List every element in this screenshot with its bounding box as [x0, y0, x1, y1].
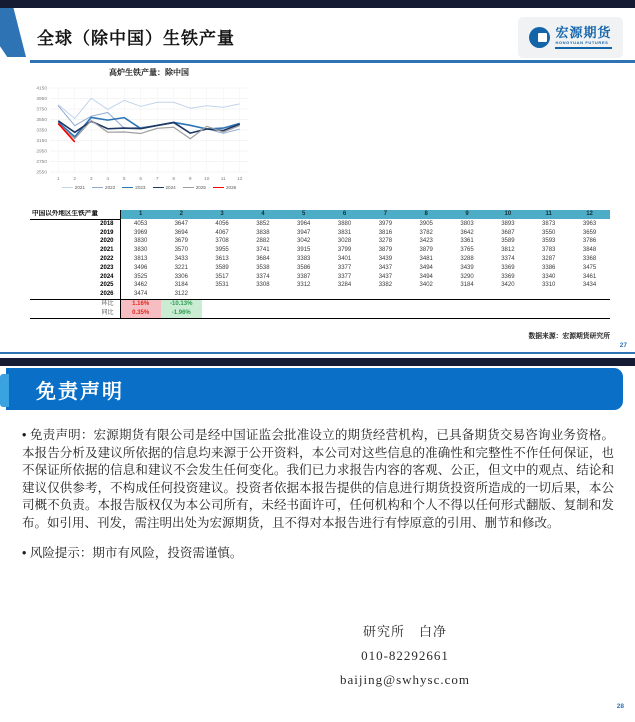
- legend-item-2026: [213, 185, 236, 190]
- pig-iron-chart: [30, 67, 280, 195]
- legend-swatch-icon: [213, 187, 224, 189]
- table-cell: 3306: [174, 273, 188, 280]
- table-cell: 3310: [542, 282, 556, 289]
- table-cell: 3659: [582, 229, 597, 236]
- brand-logo: [518, 17, 623, 58]
- table-cell: 3287: [542, 255, 556, 262]
- chart-canvas: [30, 80, 280, 184]
- table-cell: 3284: [337, 282, 352, 289]
- table-cell: 3799: [337, 247, 352, 254]
- table-cell: 3474: [120, 290, 161, 299]
- table-cell: 3708: [215, 238, 229, 245]
- svg-text:10: 10: [204, 177, 210, 182]
- table-cell: 3765: [460, 247, 474, 254]
- row-year-label: 2023: [30, 264, 120, 273]
- column-header-7: 7: [365, 210, 406, 219]
- table-cell: 3481: [419, 255, 433, 262]
- table-cell: 3838: [256, 229, 270, 236]
- logo-company-name: 宏源期货: [555, 25, 612, 40]
- table-cell: 3439: [460, 264, 474, 271]
- page-number-28: 28: [616, 703, 624, 710]
- legend-label: 2026: [225, 185, 237, 190]
- svg-text:7: 7: [155, 177, 159, 182]
- legend-item-2022: [92, 185, 115, 190]
- table-cell: 3694: [174, 229, 188, 236]
- legend-swatch-icon: [62, 187, 73, 189]
- table-cell: 3803: [460, 220, 474, 227]
- table-cell: 3437: [378, 273, 393, 280]
- svg-text:2550: 2550: [36, 170, 47, 176]
- table-cell: 3955: [215, 247, 229, 254]
- table-cell: [487, 290, 528, 299]
- table-cell: 3496: [133, 264, 148, 271]
- svg-text:12: 12: [237, 177, 243, 182]
- table-cell: [569, 299, 610, 308]
- table-cell: 3439: [378, 255, 393, 262]
- legend-item-2023: [122, 185, 145, 190]
- table-cell: 3377: [337, 264, 352, 271]
- table-cell: 3184: [460, 282, 474, 289]
- table-cell: 3589: [215, 264, 229, 271]
- table-cell: 3905: [419, 220, 433, 227]
- table-cell: [528, 309, 569, 318]
- email-address: baijing@swhysc.com: [340, 672, 470, 687]
- table-cell: 3893: [501, 220, 515, 227]
- column-header-2: 2: [161, 210, 202, 219]
- table-cell: 3947: [297, 229, 311, 236]
- row-year-label: 2025: [30, 281, 120, 290]
- table-cell: 3382: [378, 282, 393, 289]
- table-cell: [283, 290, 324, 299]
- table-cell: 3278: [378, 238, 393, 245]
- table-cell: 4056: [215, 220, 229, 227]
- table-cell: 3550: [542, 229, 556, 236]
- ratio-cell: -10.13%: [161, 299, 202, 308]
- table-cell: 3786: [582, 238, 597, 245]
- table-cell: 3593: [542, 238, 556, 245]
- table-cell: [487, 299, 528, 308]
- header-accent-shape: [0, 8, 26, 57]
- table-cell: [324, 309, 365, 318]
- table-cell: 3369: [501, 264, 515, 271]
- table-cell: 4053: [133, 220, 148, 227]
- table-cell: [202, 290, 243, 299]
- table-cell: 3830: [133, 238, 148, 245]
- table-cell: 3184: [174, 282, 188, 289]
- table-cell: [365, 309, 406, 318]
- table-cell: 3812: [501, 247, 515, 254]
- table-cell: 3741: [256, 247, 270, 254]
- legend-swatch-icon: [153, 187, 164, 189]
- table-cell: [283, 299, 324, 308]
- table-cell: 3377: [337, 273, 352, 280]
- table-cell: 3386: [542, 264, 556, 271]
- researcher-name: 研究所 白净: [362, 624, 447, 639]
- banner-left-accent: [0, 374, 9, 407]
- table-cell: [569, 290, 610, 299]
- column-header-3: 3: [202, 210, 243, 219]
- table-cell: 3387: [297, 273, 311, 280]
- ratio-cell: 1.16%: [120, 299, 161, 308]
- table-cell: 3288: [460, 255, 474, 262]
- table-cell: 3647: [174, 220, 188, 227]
- table-cell: 3420: [501, 282, 515, 289]
- ratio-cell: 0.35%: [120, 309, 161, 318]
- table-cell: [242, 309, 283, 318]
- table-cell: 3290: [460, 273, 474, 280]
- table-cell: [487, 309, 528, 318]
- legend-item-2024: [153, 185, 176, 190]
- table-cell: 3042: [297, 238, 311, 245]
- table-cell: 3687: [501, 229, 515, 236]
- column-header-11: 11: [528, 210, 569, 219]
- svg-text:2950: 2950: [36, 149, 47, 155]
- table-cell: 3589: [501, 238, 515, 245]
- table-cell: 3642: [460, 229, 474, 236]
- table-cell: 3831: [337, 229, 352, 236]
- column-header-5: 5: [283, 210, 324, 219]
- table-title: 中国以外地区生铁产量: [30, 210, 120, 219]
- disclaimer-body: [22, 427, 614, 574]
- table-cell: 3783: [542, 247, 556, 254]
- legend-item-2021: [62, 185, 85, 190]
- table-cell: 3782: [419, 229, 433, 236]
- table-cell: 3369: [501, 273, 515, 280]
- table-cell: 3586: [297, 264, 311, 271]
- svg-text:2: 2: [73, 177, 77, 182]
- table-cell: [528, 290, 569, 299]
- table-cell: 3028: [337, 238, 352, 245]
- table-cell: [406, 290, 447, 299]
- table-cell: 3613: [215, 255, 229, 262]
- disclaimer-paragraph-1: • 免责声明：宏源期货有限公司是经中国证监会批准设立的期货经营机构，已具备期货交易咨询业务资格。本报告分析及建议所依据的信息均来源于公开资料，本公司对这些信息的准确性和完整性不作任何保证，也不保证所依据的信息和建议不会发生任何变化。我们已力求报告内容的客观、公正，但文中的观点、结论和建议仅供参考，不构成任何投资建议。投资者依据本报告提供的信息进行期货投资所造成的一切后果，本公司概不负责。本报告版权仅为本公司所有，未经书面许可，任何机构和个人不得以任何形式翻版、复制和发布。如引用、刊发，需注明出处为宏源期货，且不得对本报告进行有悖原意的引用、删节和修改。: [22, 428, 614, 530]
- table-cell: 3813: [133, 255, 148, 262]
- disclaimer-paragraph-2: • 风险提示：期市有风险，投资需谨慎。: [22, 545, 243, 560]
- svg-text:3350: 3350: [36, 128, 47, 134]
- table-cell: [447, 299, 488, 308]
- table-cell: 3915: [297, 247, 311, 254]
- legend-swatch-icon: [183, 187, 194, 189]
- legend-item-2025: [183, 185, 206, 190]
- column-header-8: 8: [406, 210, 447, 219]
- table-cell: 3852: [256, 220, 270, 227]
- production-table: [30, 210, 610, 319]
- row-year-label: 2026: [30, 290, 120, 299]
- legend-label: 2025: [195, 185, 206, 190]
- table-cell: [447, 290, 488, 299]
- page-number-27: 27: [619, 342, 627, 349]
- legend-label: 2021: [74, 185, 86, 190]
- table-cell: [406, 309, 447, 318]
- phone-number: 010-82292661: [361, 648, 449, 663]
- svg-text:2750: 2750: [36, 160, 47, 166]
- svg-text:6: 6: [139, 177, 143, 182]
- svg-text:3150: 3150: [36, 139, 47, 145]
- table-cell: 3462: [133, 282, 148, 289]
- table-cell: [406, 299, 447, 308]
- legend-label: 2023: [135, 185, 146, 190]
- table-cell: 3340: [542, 273, 556, 280]
- table-cell: 3531: [215, 282, 229, 289]
- table-cell: [528, 299, 569, 308]
- slide2-top-bar: [0, 358, 635, 366]
- table-cell: 3517: [215, 273, 229, 280]
- table-cell: 3308: [256, 282, 270, 289]
- table-cell: 3221: [174, 264, 188, 271]
- table-cell: [242, 299, 283, 308]
- table-cell: 3880: [337, 220, 352, 227]
- legend-swatch-icon: [92, 187, 103, 189]
- table-cell: 3461: [582, 273, 597, 280]
- svg-text:4: 4: [106, 177, 110, 182]
- column-header-1: 1: [120, 210, 161, 219]
- table-cell: 3816: [378, 229, 393, 236]
- row-year-label: 2020: [30, 237, 120, 246]
- svg-text:1: 1: [56, 177, 60, 182]
- table-cell: 3122: [161, 290, 202, 299]
- table-cell: 3570: [174, 247, 188, 254]
- column-header-6: 6: [324, 210, 365, 219]
- row-ratio-label: 同比: [30, 309, 120, 318]
- table-cell: 3979: [378, 220, 393, 227]
- table-cell: [324, 290, 365, 299]
- table-cell: 4067: [215, 229, 229, 236]
- table-cell: 3423: [419, 238, 433, 245]
- svg-text:4150: 4150: [36, 86, 47, 92]
- table-cell: [365, 299, 406, 308]
- svg-text:8: 8: [172, 177, 176, 182]
- table-cell: 3475: [582, 264, 597, 271]
- column-header-4: 4: [242, 210, 283, 219]
- table-cell: [447, 309, 488, 318]
- table-cell: [324, 299, 365, 308]
- table-cell: 3494: [419, 264, 433, 271]
- slide1-top-bar: [0, 0, 635, 8]
- row-year-label: 2021: [30, 246, 120, 255]
- svg-text:11: 11: [220, 177, 226, 182]
- row-year-label: 2024: [30, 273, 120, 282]
- table-cell: 3374: [501, 255, 515, 262]
- table-cell: [202, 309, 243, 318]
- table-cell: 3401: [337, 255, 352, 262]
- table-cell: 3361: [460, 238, 474, 245]
- svg-text:3750: 3750: [36, 107, 47, 113]
- table-cell: 3437: [378, 264, 393, 271]
- contact-block: [275, 620, 535, 692]
- table-cell: 3525: [133, 273, 148, 280]
- chart-legend: [30, 185, 268, 190]
- table-cell: 3848: [582, 247, 597, 254]
- logo-text: [555, 26, 611, 49]
- legend-swatch-icon: [122, 187, 133, 189]
- ratio-cell: -1.96%: [161, 309, 202, 318]
- disclaimer-banner: [6, 368, 623, 410]
- table-cell: 3383: [297, 255, 311, 262]
- header-rule: [30, 60, 635, 63]
- table-cell: 3434: [582, 282, 597, 289]
- table-cell: 3879: [419, 247, 433, 254]
- slide1-bottom-rule: [0, 352, 635, 354]
- table-cell: 3873: [542, 220, 556, 227]
- data-source-note: 数据来源：宏源期货研究所: [528, 333, 610, 340]
- table-cell: 2882: [256, 238, 270, 245]
- table-cell: 3964: [297, 220, 311, 227]
- legend-label: 2024: [165, 185, 176, 190]
- column-header-10: 10: [487, 210, 528, 219]
- table-cell: 3684: [256, 255, 270, 262]
- table-cell: [202, 299, 243, 308]
- logo-globe-icon: [529, 27, 550, 48]
- column-header-9: 9: [447, 210, 488, 219]
- svg-text:9: 9: [188, 177, 192, 182]
- table-cell: 3679: [174, 238, 188, 245]
- table-cell: 3374: [256, 273, 270, 280]
- table-cell: 3368: [582, 255, 597, 262]
- svg-text:3950: 3950: [36, 97, 47, 103]
- svg-text:5: 5: [122, 177, 126, 182]
- logo-company-subtitle: HONGYUAN FUTURES: [555, 40, 611, 49]
- table-cell: [365, 290, 406, 299]
- chart-title: 高炉生铁产量：除中国: [109, 68, 189, 77]
- table-cell: 3969: [133, 229, 148, 236]
- table-cell: 3494: [419, 273, 433, 280]
- svg-text:3: 3: [89, 177, 93, 182]
- svg-text:3550: 3550: [36, 118, 47, 124]
- row-year-label: 2022: [30, 255, 120, 264]
- table-cell: 3402: [419, 282, 433, 289]
- column-header-12: 12: [569, 210, 610, 219]
- page-title: 全球（除中国）生铁产量: [37, 29, 235, 48]
- row-year-label: 2018: [30, 219, 120, 228]
- table-cell: 3312: [297, 282, 311, 289]
- table-cell: [569, 309, 610, 318]
- row-ratio-label: 环比: [30, 299, 120, 308]
- table-cell: [242, 290, 283, 299]
- legend-label: 2022: [105, 185, 116, 190]
- table-cell: 3879: [378, 247, 393, 254]
- row-year-label: 2019: [30, 229, 120, 238]
- table-cell: 3538: [256, 264, 270, 271]
- table-cell: 3433: [174, 255, 188, 262]
- disclaimer-heading: 免责声明: [36, 380, 124, 403]
- table-cell: [283, 309, 324, 318]
- logo-square: [538, 33, 547, 42]
- table-cell: 3963: [582, 220, 597, 227]
- table-cell: 3830: [133, 247, 148, 254]
